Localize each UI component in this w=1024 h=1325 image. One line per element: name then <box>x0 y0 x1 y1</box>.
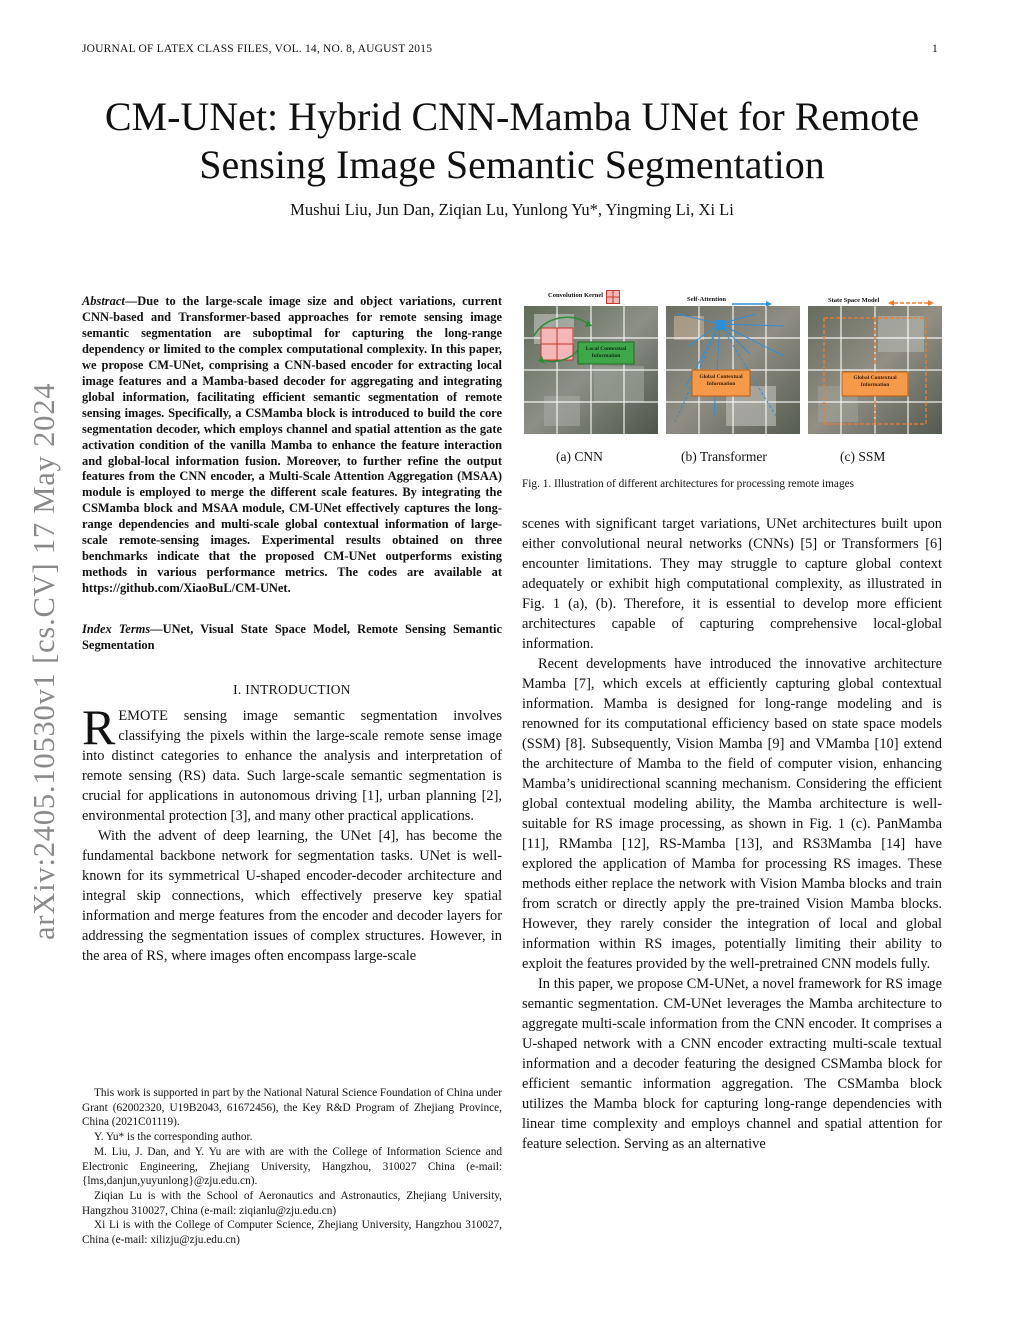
section-heading-introduction: I. INTRODUCTION <box>233 682 351 698</box>
figure-sub-labels <box>522 449 942 471</box>
footnote-affiliation-1: M. Liu, J. Dan, and Y. Yu are with are with the College of Information Science and Electronic Engineering, Zhejiang University, Hangzhou, 310027 China (e-mail: {lms,danjun,yuyunlong}@zju.edu.cn). <box>82 1145 502 1188</box>
right-paragraph-2: Recent developments have introduced the innovative architecture Mamba [7], which excels at efficiently capturing global contextual information. Mamba is designed for long-range modeling and is renowned for its computational efficiency based on state space models (SSM) [8]. Subsequently, Vision Mamba [9] and VMamba [10] extend the architecture of Mamba to the field of computer vision, enhancing Mamba’s unidirectional scanning mechanism. Considering the efficient global contextual modeling ability, the Mamba architecture is well-suitable for RS image processing, as shown in Fig. 1 (c). PanMamba [11], RMamba [12], RS-Mamba [13], and RS3Mamba [14] have explored the application of Mamba for processing RS images. These methods either replace the network with Vision Mamba blocks and train from scratch or directly apply the pre-trained Vision Mamba blocks. However, they rarely consider the integration of local and global information within RS images, potentially limiting their ability to exploit the features provided by the well-pretrained CNN models fully. <box>522 656 942 972</box>
index-terms <box>82 621 502 653</box>
panel-title-ssm: State Space Model <box>828 297 880 304</box>
author-list: Mushui Liu, Jun Dan, Ziqian Lu, Yunlong Yu*, Yingming Li, Xi Li <box>290 200 734 219</box>
abstract <box>82 294 502 597</box>
drop-cap: R <box>82 699 116 756</box>
sub-label-cnn: (a) CNN <box>556 449 603 464</box>
abstract-lead: Abstract <box>82 294 125 308</box>
right-column-text <box>522 514 942 1154</box>
intro-paragraph-1 <box>82 699 502 826</box>
footnote-funding: This work is supported in part by the National Natural Science Foundation of China under Grant (62002320, U19B2043, 61672456), the Key R&D Program of Zhejiang Province, China (2021C01119). <box>82 1087 502 1129</box>
local-context-label: Local Contextual Information <box>585 346 627 359</box>
sub-label-transformer: (b) Transformer <box>681 449 767 464</box>
global-context-label-transformer: Global Contextual Information <box>699 374 743 387</box>
index-terms-text: —UNet, Visual State Space Model, Remote Sensing Semantic Segmentation <box>82 622 502 653</box>
panel-title-transformer: Self-Attention <box>687 296 726 303</box>
right-paragraph-1: scenes with significant target variations, UNet architectures built upon either convolutional neural networks (CNNs) [5] or Transformers [6] encounter limitations. They may struggle to capture global context adequately or exhibit high computational complexity, as illustrated in Fig. 1 (a), (b). Therefore, it is essential to develop more efficient architectures capable of capturing comprehensive local-global information. <box>522 516 942 652</box>
panel-ssm-image <box>808 306 942 434</box>
arxiv-stamp: arXiv:2405.10530v1 [cs.CV] 17 May 2024 <box>27 382 61 940</box>
intro-paragraph-2: With the advent of deep learning, the UNet [4], has become the fundamental backbone network for segmentation tasks. UNet is well-known for its symmetrical U-shaped encoder-decoder architecture and integral skip connections, which effectively preserve key spatial information and merge features from the encoder and decoder layers for addressing the segmentation issues of complex structures. However, in the area of RS, where images often encompass large-scale <box>82 828 502 965</box>
sub-label-ssm: (c) SSM <box>840 449 886 464</box>
global-context-label-ssm: Global Contextual Information <box>853 375 897 388</box>
left-column <box>82 294 502 966</box>
panel-cnn-image <box>524 306 658 434</box>
figure-caption: Fig. 1. Illustration of different architectures for processing remote images <box>522 478 855 490</box>
paper-title: CM-UNet: Hybrid CNN-Mamba UNet for Remote Sensing Image Semantic Segmentation <box>104 94 920 187</box>
panel-transformer-image <box>666 306 800 434</box>
footnote-affiliation-3: Xi Li is with the College of Computer Science, Zhejiang University, Hangzhou 310027, China (e-mail: xilizju@zju.edu.cn) <box>82 1219 502 1247</box>
figure-1 <box>522 288 942 448</box>
footnote-corresponding: Y. Yu* is the corresponding author. <box>94 1131 253 1144</box>
footnotes <box>82 1086 502 1248</box>
index-terms-lead: Index Terms <box>82 622 151 637</box>
running-header: JOURNAL OF LATEX CLASS FILES, VOL. 14, NO. 8, AUGUST 2015 <box>82 43 433 55</box>
right-paragraph-3: In this paper, we propose CM-UNet, a novel framework for RS image semantic segmentation. CM-UNet leverages the Mamba architecture to aggregate multi-scale information from the CNN encoder. It comprises a U-shaped network with a CNN encoder extracting multi-scale textual information and a decoder featuring the designed CSMamba block for efficient semantic information aggregation. The CSMamba block utilizes the Mamba block for capturing long-range dependencies with linear time complexity and employs channel and spatial attention for feature selection. Serving as an alternative <box>522 976 942 1152</box>
intro-paragraph-1-text: EMOTE sensing image semantic segmentation involves classifying the pixels within the large-scale remote sense image into distinct categories to enhance the analysis and interpretation of remote sensing (RS) data. Such large-scale semantic segmentation is crucial for applications in autonomous driving [1], urban planning [2], environmental protection [3], and many other practical applications. <box>82 708 502 825</box>
abstract-text: —Due to the large-scale image size and object variations, current CNN-based and Transformer-based approaches for remote sensing image semantic segmentation are suboptimal for capturing the long-range dependency or limited to the complex computational complexity. In this paper, we propose CM-UNet, comprising a CNN-based encoder for extracting local image features and a Mamba-based decoder for aggregating and integrating global information, facilitating efficient semantic segmentation of remote sensing images. Specifically, a CSMamba block is introduced to build the core segmentation decoder, which employs channel and spatial attention as the gate activation condition of the vanilla Mamba to enhance the feature interaction and global-local information fusion. Moreover, to further refine the output features from the CNN encoder, a Multi-Scale Attention Aggregation (MSAA) module is employed to merge the different scale features. By integrating the CSMamba block and MSAA module, CM-UNet effectively captures the long-range dependencies and multi-scale global contextual information of large-scale remote-sensing images. Experimental results obtained on three benchmarks indicate that the proposed CM-UNet outperforms existing methods in various performance metrics. The codes are available at https://github.com/XiaoBuL/CM-UNet. <box>82 294 502 596</box>
ssm-arrow-icon <box>888 294 934 302</box>
kernel-icon <box>606 290 620 304</box>
self-attention-arrow-icon <box>732 295 772 303</box>
page-number: 1 <box>932 43 938 55</box>
right-column <box>522 288 942 1154</box>
panel-title-cnn: Convolution Kernel <box>548 292 604 299</box>
footnote-affiliation-2: Ziqian Lu is with the School of Aeronautics and Astronautics, Zhejiang University, Hangzhou 310027, China (e-mail: ziqianlu@zju.edu.cn) <box>82 1189 502 1217</box>
